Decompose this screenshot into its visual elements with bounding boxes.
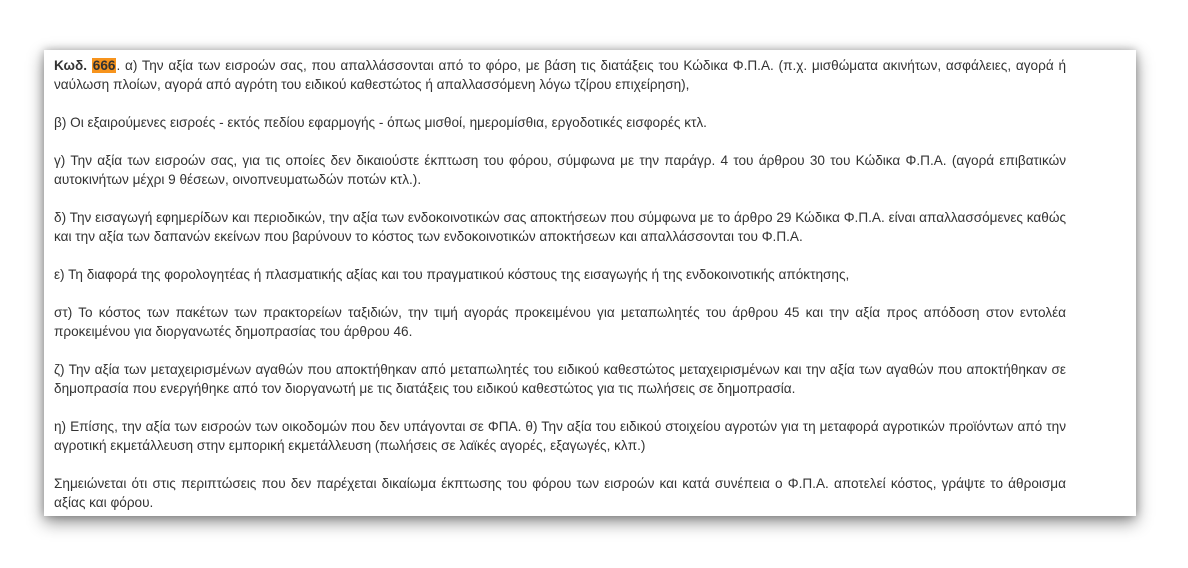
code-number-highlight: 666 bbox=[92, 58, 116, 73]
code-suffix: . bbox=[116, 58, 121, 73]
paragraph-i: η) Επίσης, την αξία των εισροών των οικοδομών που δεν υπάγονται σε ΦΠΑ. θ) Την αξία του ειδικού στοιχείου αγροτών για τη μεταφορά αγροτικών προϊόντων από την αγροτική εκμετάλλευση στην εμπορική εκμετάλλευση (πωλήσεις σε λαϊκές αγορές, εξαγωγές, κλπ.) bbox=[54, 419, 1066, 453]
document-content bbox=[54, 56, 1066, 512]
paragraph-a-text: α) Την αξία των εισροών σας, που απαλλάσσονται από το φόρο, με βάση τις διατάξεις του Κώδικα Φ.Π.Α. (π.χ. μισθώματα ακινήτων, ασφάλειες, αγορά ή ναύλωση πλοίων, αγορά από αγρότη του ειδικού καθεστώτος ή απαλλασσόμενη λόγω τζίρου επιχείρηση), bbox=[54, 58, 1066, 92]
paragraph-a bbox=[54, 56, 1066, 94]
paragraph-b: β) Οι εξαιρούμενες εισροές - εκτός πεδίου εφαρμογής - όπως μισθοί, ημερομίσθια, εργοδοτικές εισφορές κτλ. bbox=[54, 115, 707, 130]
paragraph-d: δ) Την εισαγωγή εφημερίδων και περιοδικών, την αξία των ενδοκοινοτικών σας αποκτήσεων που σύμφωνα με το άρθρο 29 Κώδικα Φ.Π.Α. είναι απαλλασσόμενες καθώς και την αξία των δαπανών εκείνων που βαρύνουν το κόστος των ενδοκοινοτικών αποκτήσεων και απαλλάσσονται του Φ.Π.Α. bbox=[54, 210, 1066, 244]
paragraph-c: γ) Την αξία των εισροών σας, για τις οποίες δεν δικαιούστε έκπτωση του φόρου, σύμφωνα με την παράγρ. 4 του άρθρου 30 του Κώδικα Φ.Π.Α. (αγορά επιβατικών αυτοκινήτων μέχρι 9 θέσεων, οινοπνευματωδών ποτών κτλ.). bbox=[54, 153, 1066, 187]
code-prefix: Κωδ. bbox=[54, 58, 88, 73]
paragraph-e: ε) Τη διαφορά της φορολογητέας ή πλασματικής αξίας και του πραγματικού κόστους της εισαγωγής ή της ενδοκοινοτικής απόκτησης, bbox=[54, 267, 850, 282]
document-panel bbox=[44, 50, 1136, 516]
paragraph-note: Σημειώνεται ότι στις περιπτώσεις που δεν παρέχεται δικαίωμα έκπτωσης του φόρου των εισροών και κατά συνέπεια ο Φ.Π.Α. αποτελεί κόστος, γράψτε το άθροισμα αξίας και φόρου. bbox=[54, 476, 1066, 510]
paragraph-z: ζ) Την αξία των μεταχειρισμένων αγαθών που αποκτήθηκαν από μεταπωλητές του ειδικού καθεστώτος μεταχειρισμένων και την αξία των αγαθών που αποκτήθηκαν σε δημοπρασία που ενεργήθηκε από τον διοργανωτή με τις διατάξεις του ειδικού καθεστώτος για τις πωλήσεις σε δημοπρασία. bbox=[54, 362, 1066, 396]
paragraph-st: στ) Το κόστος των πακέτων των πρακτορείων ταξιδιών, την τιμή αγοράς προκειμένου για μεταπωλητές του άρθρου 45 και την αξία προς απόδοση στον εντολέα προκειμένου για διοργανωτές δημοπρασίας του άρθρου 46. bbox=[54, 305, 1066, 339]
